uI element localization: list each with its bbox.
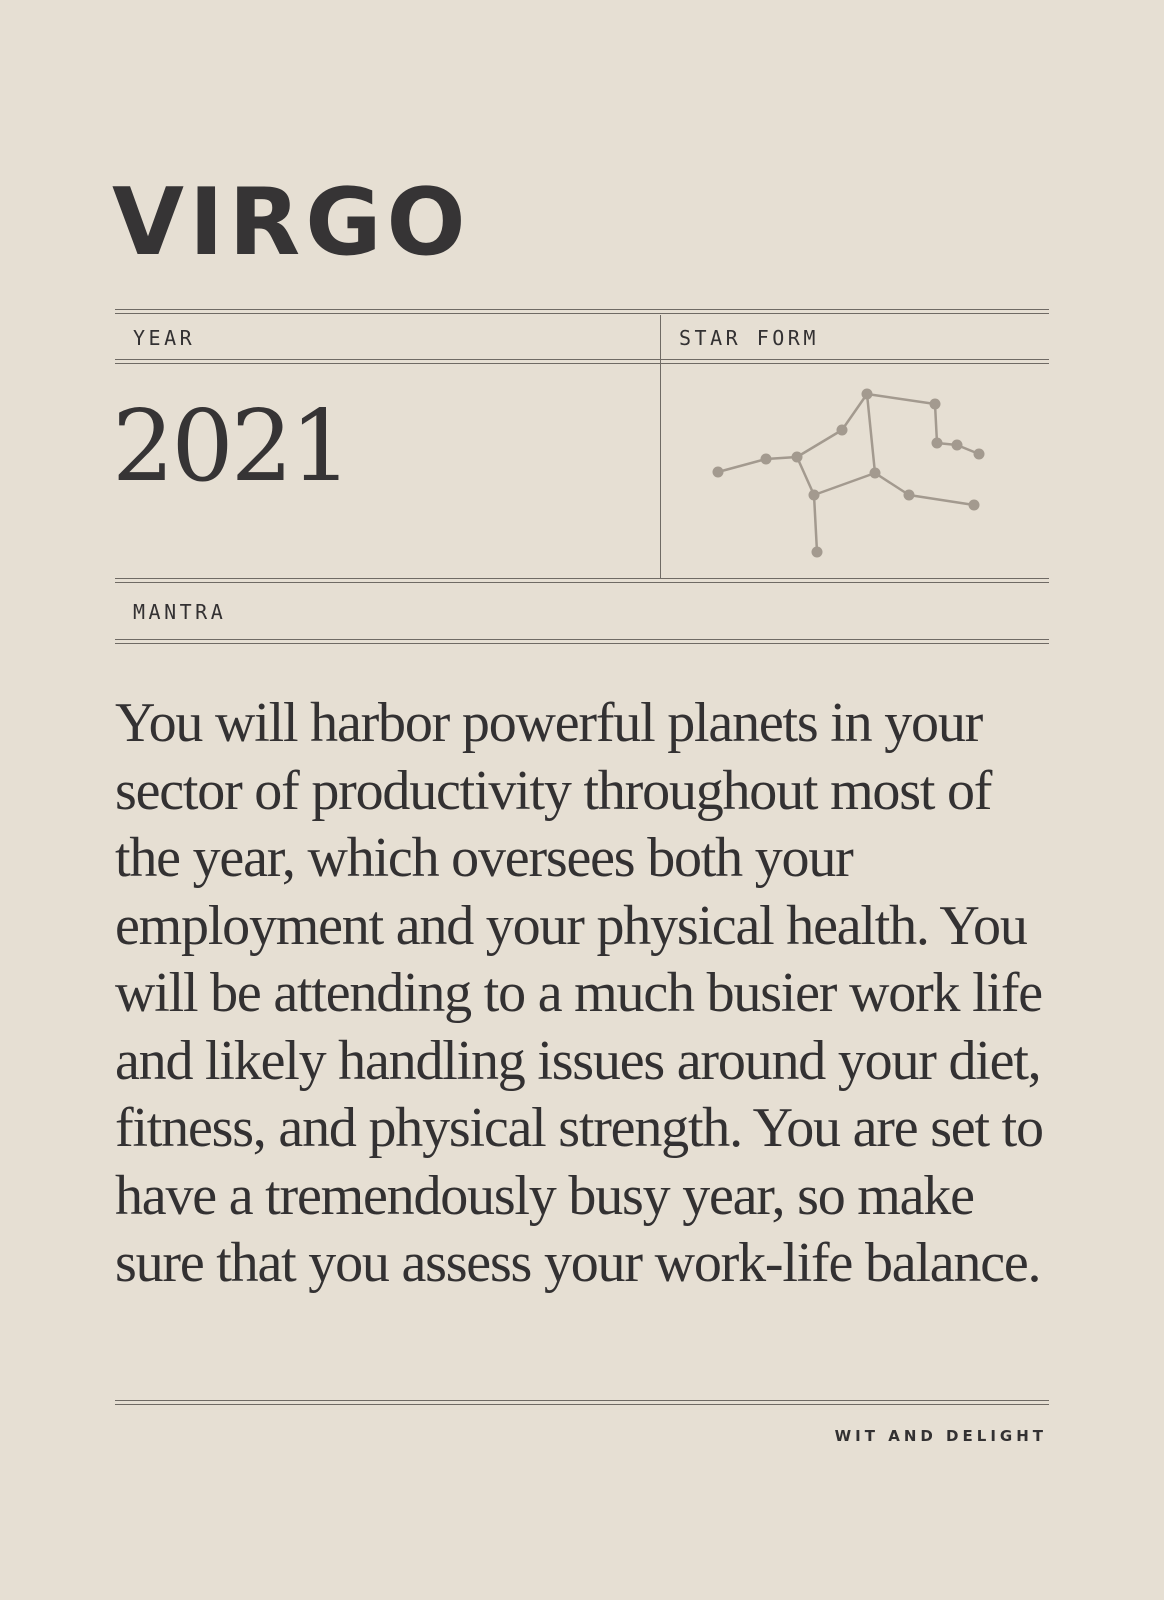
- divider-mid: [115, 578, 1049, 583]
- divider-mantra: [115, 639, 1049, 644]
- divider-bottom: [115, 1400, 1049, 1405]
- year-label: YEAR: [133, 326, 196, 350]
- brand-wordmark: WIT AND DELIGHT: [834, 1427, 1047, 1445]
- year-value: 2021: [112, 390, 350, 504]
- mantra-label: MANTRA: [133, 600, 227, 624]
- mantra-text: You will harbor powerful planets in your sector of productivity throughout most of the year, which oversees both your employment and your physical health. You will be attending to a much busier work life and likely handling issues around your diet, fitness, and physical strength. You are set to have a tremendously busy year, so make sure that you assess your work-life balance.: [115, 692, 1043, 1294]
- virgo-constellation-icon: [661, 368, 1001, 573]
- divider-top: [115, 309, 1049, 314]
- divider-header: [115, 359, 1049, 364]
- star-form-label: STAR FORM: [679, 326, 819, 350]
- page-title: VIRGO: [112, 168, 471, 276]
